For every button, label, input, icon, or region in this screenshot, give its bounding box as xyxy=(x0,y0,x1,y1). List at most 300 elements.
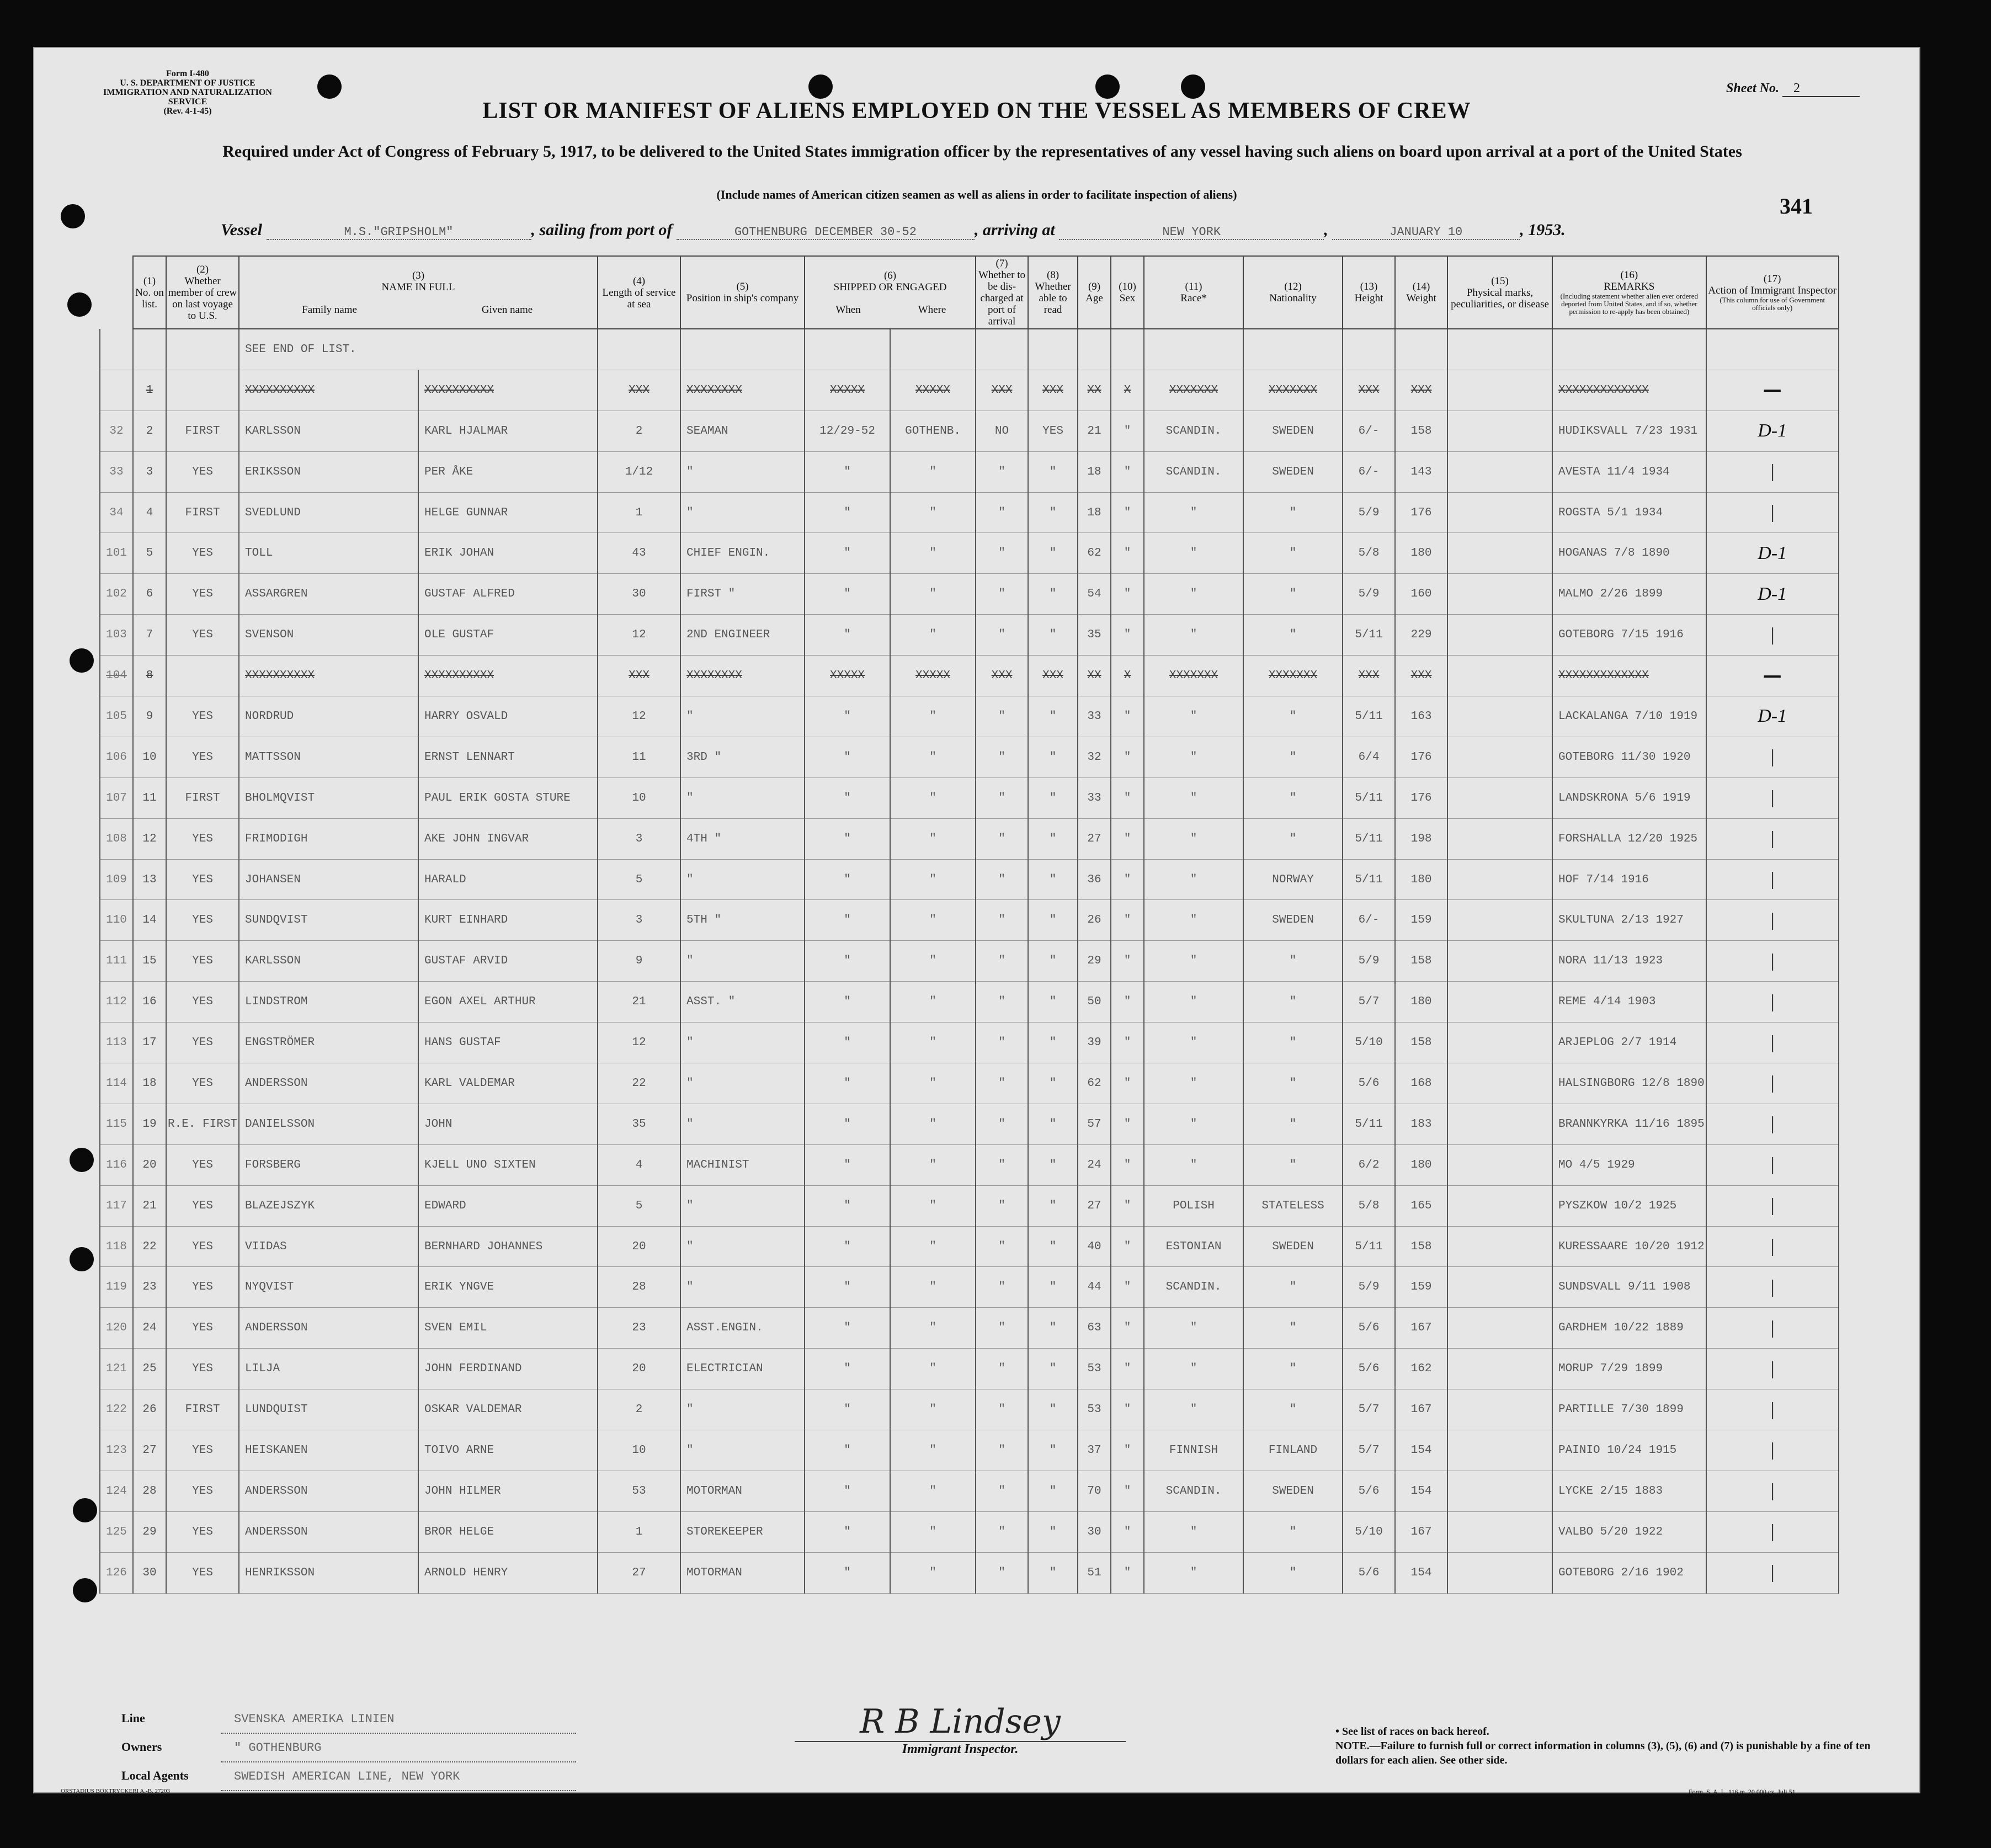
service-length: 23 xyxy=(598,1308,680,1349)
line-number: 34 xyxy=(100,492,133,533)
family-name: ANDERSSON xyxy=(239,1471,418,1511)
discharged: " xyxy=(976,982,1028,1022)
sex: " xyxy=(1111,533,1144,574)
service-length: 12 xyxy=(598,696,680,737)
row-number: 11 xyxy=(133,777,166,818)
race: " xyxy=(1144,1144,1243,1185)
table-row xyxy=(100,533,1839,574)
shipped-where: GOTHENB. xyxy=(890,411,976,451)
service-length: 35 xyxy=(598,1104,680,1144)
physical-marks xyxy=(1447,1511,1552,1552)
line-number: 115 xyxy=(100,1104,133,1144)
include-note: (Include names of American citizen seamen as well as aliens in order to facilitate inspection of aliens) xyxy=(716,188,1237,201)
remarks: MALMO 2/26 1899 xyxy=(1552,574,1706,615)
service-length: 9 xyxy=(598,941,680,982)
row-number: 22 xyxy=(133,1226,166,1267)
race: " xyxy=(1144,615,1243,656)
shipped-where: " xyxy=(890,1144,976,1185)
physical-marks xyxy=(1447,1185,1552,1226)
service-length: 28 xyxy=(598,1267,680,1308)
line-number: 105 xyxy=(100,696,133,737)
owners-value: " GOTHENBURG xyxy=(221,1735,576,1762)
shipped-where: " xyxy=(890,777,976,818)
height: 5/9 xyxy=(1343,941,1395,982)
col-height-label: Height xyxy=(1354,292,1383,304)
table-row xyxy=(100,900,1839,941)
service-length: 12 xyxy=(598,1022,680,1063)
sex: " xyxy=(1111,1308,1144,1349)
race: SCANDIN. xyxy=(1144,411,1243,451)
table-row xyxy=(100,1226,1839,1267)
remarks: SKULTUNA 2/13 1927 xyxy=(1552,900,1706,941)
weight: 167 xyxy=(1395,1511,1447,1552)
weight: 180 xyxy=(1395,533,1447,574)
member-flag: YES xyxy=(166,1308,239,1349)
physical-marks xyxy=(1447,900,1552,941)
given-name: OSKAR VALDEMAR xyxy=(418,1389,598,1430)
age: 44 xyxy=(1078,1267,1111,1308)
row-number: 14 xyxy=(133,900,166,941)
inspector-action: | xyxy=(1706,1226,1839,1267)
inspector-action: | xyxy=(1706,1185,1839,1226)
member-flag: YES xyxy=(166,696,239,737)
sex: X xyxy=(1111,370,1144,411)
age: 21 xyxy=(1078,411,1111,451)
row-number: 25 xyxy=(133,1349,166,1389)
col-nationality xyxy=(1243,256,1343,329)
family-name: VIIDAS xyxy=(239,1226,418,1267)
member-flag: FIRST xyxy=(166,777,239,818)
line-number: 122 xyxy=(100,1389,133,1430)
position: " xyxy=(680,1185,805,1226)
family-name: BHOLMQVIST xyxy=(239,777,418,818)
position: MOTORMAN xyxy=(680,1471,805,1511)
member-flag: FIRST xyxy=(166,492,239,533)
member-flag: FIRST xyxy=(166,1389,239,1430)
inspector-action: | xyxy=(1706,1349,1839,1389)
printer-imprint: ORSTADIUS BOKTRYCKERI A.-B. 27203 xyxy=(61,1788,171,1794)
service-length: XXX xyxy=(598,370,680,411)
shipped-where: " xyxy=(890,533,976,574)
line-label: Line xyxy=(121,1711,145,1725)
sex: " xyxy=(1111,411,1144,451)
height: 5/10 xyxy=(1343,1022,1395,1063)
row-number: 6 xyxy=(133,574,166,615)
row-number: 23 xyxy=(133,1267,166,1308)
position: FIRST " xyxy=(680,574,805,615)
discharged: XXX xyxy=(976,656,1028,696)
member-flag: YES xyxy=(166,900,239,941)
weight: XXX xyxy=(1395,370,1447,411)
able-to-read: " xyxy=(1028,615,1078,656)
inspector-action: | xyxy=(1706,1308,1839,1349)
family-name: FORSBERG xyxy=(239,1144,418,1185)
inspector-action: | xyxy=(1706,1430,1839,1471)
service-length: 53 xyxy=(598,1471,680,1511)
given-name: KJELL UNO SIXTEN xyxy=(418,1144,598,1185)
physical-marks xyxy=(1447,1308,1552,1349)
height: 5/11 xyxy=(1343,859,1395,900)
position: SEAMAN xyxy=(680,411,805,451)
row-number: 30 xyxy=(133,1552,166,1593)
age: 24 xyxy=(1078,1144,1111,1185)
shipped-when: " xyxy=(805,451,890,492)
race: FINNISH xyxy=(1144,1430,1243,1471)
agents-value: SWEDISH AMERICAN LINE, NEW YORK xyxy=(221,1764,576,1791)
nationality: " xyxy=(1243,777,1343,818)
sex: " xyxy=(1111,1552,1144,1593)
shipped-where: " xyxy=(890,737,976,777)
weight: 163 xyxy=(1395,696,1447,737)
service-length: 1 xyxy=(598,1511,680,1552)
col-num: (3) xyxy=(412,269,425,281)
requirement-text: Required under Act of Congress of February 5, 1917, to be delivered to the United States immigration officer by the representatives of any vessel having such aliens on board upon arrival at a port of the United States xyxy=(222,142,1742,161)
race: " xyxy=(1144,900,1243,941)
given-name: HARALD xyxy=(418,859,598,900)
sex: X xyxy=(1111,656,1144,696)
agents-label: Local Agents xyxy=(121,1769,189,1782)
table-row xyxy=(100,696,1839,737)
shipped-when: " xyxy=(805,818,890,859)
form-line: U. S. DEPARTMENT OF JUSTICE xyxy=(120,78,255,88)
inspector-action: | xyxy=(1706,737,1839,777)
col-num: (5) xyxy=(736,281,749,292)
family-name: LINDSTROM xyxy=(239,982,418,1022)
year-prefix: , 195 xyxy=(1520,221,1553,239)
physical-marks xyxy=(1447,1430,1552,1471)
inspector-action: | xyxy=(1706,941,1839,982)
member-flag: R.E. FIRST xyxy=(166,1104,239,1144)
position: MOTORMAN xyxy=(680,1552,805,1593)
line-number: 126 xyxy=(100,1552,133,1593)
remarks: ROGSTA 5/1 1934 xyxy=(1552,492,1706,533)
race: SCANDIN. xyxy=(1144,1267,1243,1308)
given-name: XXXXXXXXXX xyxy=(418,656,598,696)
age: 50 xyxy=(1078,982,1111,1022)
line-value: SVENSKA AMERIKA LINIEN xyxy=(221,1706,576,1734)
height: 5/8 xyxy=(1343,1185,1395,1226)
member-flag: YES xyxy=(166,1471,239,1511)
given-name: PAUL ERIK GOSTA STURE xyxy=(418,777,598,818)
races-note: • See list of races on back hereof. xyxy=(1335,1725,1489,1738)
weight: 162 xyxy=(1395,1349,1447,1389)
position: ASST.ENGIN. xyxy=(680,1308,805,1349)
service-length: 20 xyxy=(598,1226,680,1267)
position: STOREKEEPER xyxy=(680,1511,805,1552)
height: XXX xyxy=(1343,656,1395,696)
able-to-read: " xyxy=(1028,982,1078,1022)
shipped-when: " xyxy=(805,1226,890,1267)
table-row xyxy=(100,1552,1839,1593)
col-name-label: NAME IN FULL xyxy=(381,281,455,293)
nationality: " xyxy=(1243,982,1343,1022)
able-to-read: " xyxy=(1028,818,1078,859)
family-name: DANIELSSON xyxy=(239,1104,418,1144)
family-name: MATTSSON xyxy=(239,737,418,777)
discharged: " xyxy=(976,1552,1028,1593)
able-to-read: " xyxy=(1028,492,1078,533)
race: " xyxy=(1144,1022,1243,1063)
shipped-when: " xyxy=(805,941,890,982)
shipped-where: XXXXX xyxy=(890,656,976,696)
table-row xyxy=(100,777,1839,818)
nationality: " xyxy=(1243,1063,1343,1104)
shipped-when: " xyxy=(805,1022,890,1063)
physical-marks xyxy=(1447,777,1552,818)
col-read-label: Whether able to read xyxy=(1035,281,1071,316)
nationality: " xyxy=(1243,1389,1343,1430)
inspector-action: | xyxy=(1706,1104,1839,1144)
weight: 229 xyxy=(1395,615,1447,656)
shipped-when: " xyxy=(805,1267,890,1308)
weight: 167 xyxy=(1395,1308,1447,1349)
vessel-line: Vessel M.S."GRIPSHOLM" , sailing from port of GOTHENBURG DECEMBER 30-52 , arriving at NEW YORK , JANUARY 10 , 1953. xyxy=(221,221,1566,239)
weight: 159 xyxy=(1395,1267,1447,1308)
shipped-when: " xyxy=(805,982,890,1022)
able-to-read: " xyxy=(1028,1511,1078,1552)
member-flag: YES xyxy=(166,1144,239,1185)
shipped-where: " xyxy=(890,900,976,941)
position: 3RD " xyxy=(680,737,805,777)
position: " xyxy=(680,492,805,533)
shipped-where: " xyxy=(890,615,976,656)
age: 30 xyxy=(1078,1511,1111,1552)
shipped-when: " xyxy=(805,1511,890,1552)
member-flag: YES xyxy=(166,574,239,615)
line-number: 117 xyxy=(100,1185,133,1226)
position: " xyxy=(680,859,805,900)
position: MACHINIST xyxy=(680,1144,805,1185)
discharged: " xyxy=(976,533,1028,574)
nationality: " xyxy=(1243,1144,1343,1185)
col-sex-label: Sex xyxy=(1119,292,1136,304)
physical-marks xyxy=(1447,1349,1552,1389)
race: " xyxy=(1144,1552,1243,1593)
height: 6/4 xyxy=(1343,737,1395,777)
given-name: KURT EINHARD xyxy=(418,900,598,941)
inspector-action: | xyxy=(1706,1063,1839,1104)
family-name: ANDERSSON xyxy=(239,1063,418,1104)
col-num: (1) xyxy=(143,275,156,287)
physical-marks xyxy=(1447,1226,1552,1267)
nationality: " xyxy=(1243,1552,1343,1593)
weight: 154 xyxy=(1395,1552,1447,1593)
family-name: ANDERSSON xyxy=(239,1511,418,1552)
nationality: " xyxy=(1243,615,1343,656)
remarks: AVESTA 11/4 1934 xyxy=(1552,451,1706,492)
discharged: " xyxy=(976,492,1028,533)
shipped-where: " xyxy=(890,1267,976,1308)
shipped-where: XXXXX xyxy=(890,370,976,411)
shipped-when: " xyxy=(805,1104,890,1144)
table-row xyxy=(100,941,1839,982)
inspector-action: D-1 xyxy=(1706,411,1839,451)
position: " xyxy=(680,451,805,492)
position: 5TH " xyxy=(680,900,805,941)
sex: " xyxy=(1111,1022,1144,1063)
age: 57 xyxy=(1078,1104,1111,1144)
inspector-action: | xyxy=(1706,615,1839,656)
col-read xyxy=(1028,256,1078,329)
member-flag: YES xyxy=(166,1063,239,1104)
service-length: 21 xyxy=(598,982,680,1022)
line-number xyxy=(100,370,133,411)
shipped-where: " xyxy=(890,1104,976,1144)
service-length: 20 xyxy=(598,1349,680,1389)
col-marks xyxy=(1447,256,1552,329)
punch-hole xyxy=(70,1247,94,1271)
nationality: " xyxy=(1243,574,1343,615)
punch-hole xyxy=(67,292,92,317)
shipped-where: " xyxy=(890,818,976,859)
col-weight xyxy=(1395,256,1447,329)
table-row xyxy=(100,370,1839,411)
weight: 160 xyxy=(1395,574,1447,615)
remarks: GOTEBORG 2/16 1902 xyxy=(1552,1552,1706,1593)
sheet-label: Sheet No. xyxy=(1726,81,1779,95)
position: " xyxy=(680,941,805,982)
given-name: EDWARD xyxy=(418,1185,598,1226)
weight: 165 xyxy=(1395,1185,1447,1226)
able-to-read: " xyxy=(1028,574,1078,615)
col-num: (7) xyxy=(996,258,1008,269)
form-sal-imprint: Form. S. A. L. 116 m. 20 000 ex. Juli 51. xyxy=(1689,1788,1797,1796)
line-number: 101 xyxy=(100,533,133,574)
age: 33 xyxy=(1078,777,1111,818)
member-flag: YES xyxy=(166,818,239,859)
given-name: KARL VALDEMAR xyxy=(418,1063,598,1104)
family-name: ANDERSSON xyxy=(239,1308,418,1349)
remarks: ARJEPLOG 2/7 1914 xyxy=(1552,1022,1706,1063)
line-number: 106 xyxy=(100,737,133,777)
given-name: OLE GUSTAF xyxy=(418,615,598,656)
col-age-label: Age xyxy=(1085,292,1103,304)
race: " xyxy=(1144,941,1243,982)
form-line: Form I-480 xyxy=(166,69,209,78)
weight: 158 xyxy=(1395,411,1447,451)
col-remarks xyxy=(1552,256,1706,329)
position: " xyxy=(680,1430,805,1471)
remarks: HUDIKSVALL 7/23 1931 xyxy=(1552,411,1706,451)
race: " xyxy=(1144,1511,1243,1552)
discharged: " xyxy=(976,900,1028,941)
line-number: 125 xyxy=(100,1511,133,1552)
line-number: 121 xyxy=(100,1349,133,1389)
service-length: 2 xyxy=(598,1389,680,1430)
nationality: SWEDEN xyxy=(1243,900,1343,941)
able-to-read: " xyxy=(1028,1389,1078,1430)
remarks: GOTEBORG 11/30 1920 xyxy=(1552,737,1706,777)
weight: 180 xyxy=(1395,982,1447,1022)
nationality: " xyxy=(1243,941,1343,982)
service-length: XXX xyxy=(598,656,680,696)
inspector-action: | xyxy=(1706,1511,1839,1552)
race: " xyxy=(1144,737,1243,777)
row-number: 20 xyxy=(133,1144,166,1185)
member-flag: YES xyxy=(166,1511,239,1552)
physical-marks xyxy=(1447,1267,1552,1308)
able-to-read: " xyxy=(1028,777,1078,818)
nationality: " xyxy=(1243,533,1343,574)
age: 33 xyxy=(1078,696,1111,737)
age: 27 xyxy=(1078,818,1111,859)
member-flag xyxy=(166,656,239,696)
nationality: FINLAND xyxy=(1243,1430,1343,1471)
shipped-when: " xyxy=(805,1144,890,1185)
remarks: PARTILLE 7/30 1899 xyxy=(1552,1389,1706,1430)
able-to-read: " xyxy=(1028,1022,1078,1063)
height: 5/11 xyxy=(1343,615,1395,656)
height: 6/- xyxy=(1343,451,1395,492)
able-to-read: " xyxy=(1028,1063,1078,1104)
remarks: NORA 11/13 1923 xyxy=(1552,941,1706,982)
line-number: 116 xyxy=(100,1144,133,1185)
family-name: BLAZEJSZYK xyxy=(239,1185,418,1226)
line-number: 118 xyxy=(100,1226,133,1267)
table-row xyxy=(100,1308,1839,1349)
punch-hole xyxy=(1181,74,1205,99)
col-marks-label: Physical marks, peculiarities, or disease xyxy=(1451,286,1549,310)
table-row xyxy=(100,1267,1839,1308)
weight: 167 xyxy=(1395,1389,1447,1430)
able-to-read: " xyxy=(1028,737,1078,777)
able-to-read: " xyxy=(1028,1267,1078,1308)
remarks: HALSINGBORG 12/8 1890 xyxy=(1552,1063,1706,1104)
given-name: GUSTAF ALFRED xyxy=(418,574,598,615)
shipped-where: " xyxy=(890,696,976,737)
row-number: 4 xyxy=(133,492,166,533)
race: ESTONIAN xyxy=(1144,1226,1243,1267)
shipped-when: 12/29-52 xyxy=(805,411,890,451)
col-discharged-label: Whether to be dis-charged at port of arrival xyxy=(978,269,1025,327)
line-number: 120 xyxy=(100,1308,133,1349)
weight: 180 xyxy=(1395,859,1447,900)
shipped-where: " xyxy=(890,492,976,533)
remarks: LACKALANGA 7/10 1919 xyxy=(1552,696,1706,737)
see-end-note: SEE END OF LIST. xyxy=(239,329,598,370)
able-to-read: XXX xyxy=(1028,370,1078,411)
able-to-read: " xyxy=(1028,1104,1078,1144)
line-number: 110 xyxy=(100,900,133,941)
weight: 176 xyxy=(1395,737,1447,777)
remarks: SUNDSVALL 9/11 1908 xyxy=(1552,1267,1706,1308)
weight: XXX xyxy=(1395,656,1447,696)
remarks: PYSZKOW 10/2 1925 xyxy=(1552,1185,1706,1226)
able-to-read: XXX xyxy=(1028,656,1078,696)
race: XXXXXXX xyxy=(1144,370,1243,411)
physical-marks xyxy=(1447,492,1552,533)
row-number: 19 xyxy=(133,1104,166,1144)
member-flag: YES xyxy=(166,1349,239,1389)
sex: " xyxy=(1111,941,1144,982)
shipped-when: " xyxy=(805,574,890,615)
sex: " xyxy=(1111,777,1144,818)
col-num: (9) xyxy=(1088,281,1101,292)
remarks: LANDSKRONA 5/6 1919 xyxy=(1552,777,1706,818)
discharged: " xyxy=(976,737,1028,777)
member-flag: YES xyxy=(166,859,239,900)
row-number: 2 xyxy=(133,411,166,451)
given-name: EGON AXEL ARTHUR xyxy=(418,982,598,1022)
sex: " xyxy=(1111,451,1144,492)
discharged: " xyxy=(976,1430,1028,1471)
discharged: XXX xyxy=(976,370,1028,411)
row-number: 26 xyxy=(133,1389,166,1430)
race: " xyxy=(1144,1349,1243,1389)
col-shipped xyxy=(805,256,976,329)
col-action-note: (This column for use of Government officials only) xyxy=(1720,296,1825,312)
col-position-label: Position in ship's company xyxy=(686,292,799,304)
